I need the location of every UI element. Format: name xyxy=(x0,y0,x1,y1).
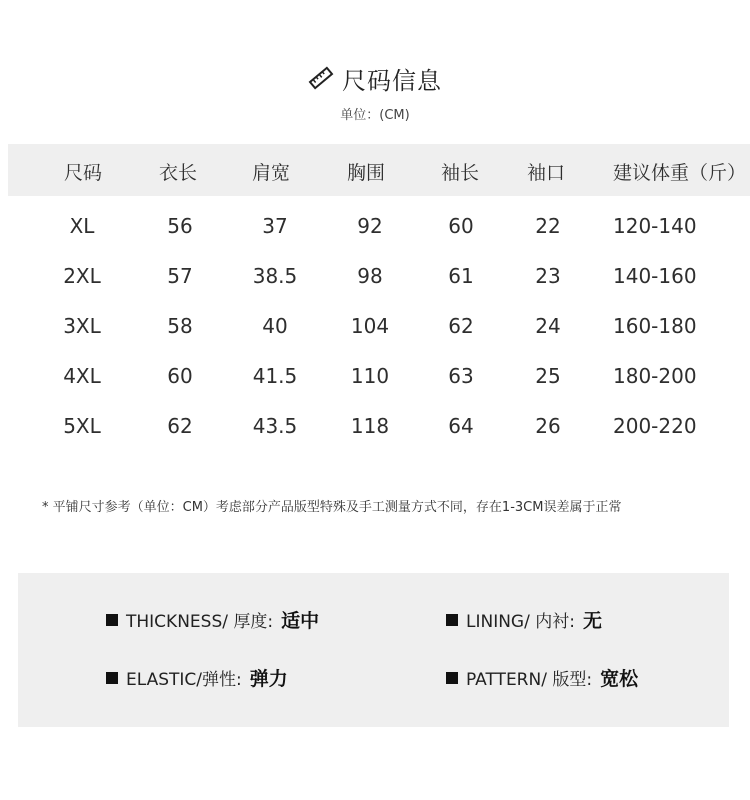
square-bullet-icon xyxy=(446,614,458,626)
thickness-value: 适中 xyxy=(281,610,320,632)
measurement-note: * 平铺尺寸参考（单位：CM）考虑部分产品版型特殊及手工测量方式不同，存在1-3CM误差属于正常 xyxy=(42,500,622,515)
lining-label: LINING/ 内衬: xyxy=(466,612,575,632)
table-cell: 63 xyxy=(448,364,474,388)
column-header-shoulder: 肩宽 xyxy=(252,162,291,184)
table-cell: 200-220 xyxy=(613,414,697,438)
table-cell: 98 xyxy=(357,264,383,288)
table-cell: 40 xyxy=(262,314,288,338)
square-bullet-icon xyxy=(446,672,458,684)
table-cell: 57 xyxy=(167,264,193,288)
table-cell: 25 xyxy=(535,364,561,388)
pattern-value: 宽松 xyxy=(600,668,639,690)
elastic-value: 弹力 xyxy=(249,668,288,690)
square-bullet-icon xyxy=(106,614,118,626)
table-cell: 61 xyxy=(448,264,474,288)
table-cell: 3XL xyxy=(63,314,101,338)
table-cell: 41.5 xyxy=(252,364,298,388)
thickness-label: THICKNESS/ 厚度: xyxy=(126,612,274,632)
table-cell: 120-140 xyxy=(613,214,697,238)
table-cell: 58 xyxy=(167,314,193,338)
table-cell: 60 xyxy=(167,364,193,388)
table-cell: 38.5 xyxy=(252,264,298,288)
table-cell: 62 xyxy=(448,314,474,338)
column-header-chest: 胸围 xyxy=(347,162,386,184)
table-cell: 22 xyxy=(535,214,561,238)
table-cell: 4XL xyxy=(63,364,101,388)
column-header-length: 衣长 xyxy=(159,162,198,184)
elastic-item xyxy=(106,664,288,691)
table-cell: 104 xyxy=(350,314,390,338)
table-cell: 24 xyxy=(535,314,561,338)
table-cell: 180-200 xyxy=(613,364,697,388)
table-cell: 64 xyxy=(448,414,474,438)
table-cell: 92 xyxy=(357,214,383,238)
pattern-label: PATTERN/ 版型: xyxy=(466,670,593,690)
table-cell: 160-180 xyxy=(613,314,697,338)
table-cell: 37 xyxy=(262,214,288,238)
square-bullet-icon xyxy=(106,672,118,684)
table-cell: 26 xyxy=(535,414,561,438)
page-title: 尺码信息 xyxy=(342,66,442,95)
table-cell: 5XL xyxy=(63,414,101,438)
column-header-size: 尺码 xyxy=(64,162,103,184)
table-cell: 60 xyxy=(448,214,474,238)
table-cell: 140-160 xyxy=(613,264,697,288)
thickness-item xyxy=(106,606,319,633)
table-cell: 118 xyxy=(350,414,390,438)
table-cell: 23 xyxy=(535,264,561,288)
lining-item xyxy=(446,606,602,633)
lining-value: 无 xyxy=(582,610,602,632)
pattern-item xyxy=(446,664,638,691)
column-header-weight: 建议体重（斤） xyxy=(613,162,747,184)
table-cell: XL xyxy=(69,214,95,238)
column-header-sleeve: 袖长 xyxy=(441,162,480,184)
table-cell: 110 xyxy=(350,364,390,388)
title-row xyxy=(0,60,750,96)
ruler-icon xyxy=(308,65,334,91)
column-header-cuff: 袖口 xyxy=(527,162,566,184)
table-cell: 56 xyxy=(167,214,193,238)
table-cell: 43.5 xyxy=(252,414,298,438)
table-cell: 62 xyxy=(167,414,193,438)
fabric-info-panel xyxy=(18,573,729,727)
table-cell: 2XL xyxy=(63,264,101,288)
elastic-label: ELASTIC/弹性: xyxy=(126,670,242,690)
unit-label: 单位：(CM) xyxy=(340,108,410,123)
